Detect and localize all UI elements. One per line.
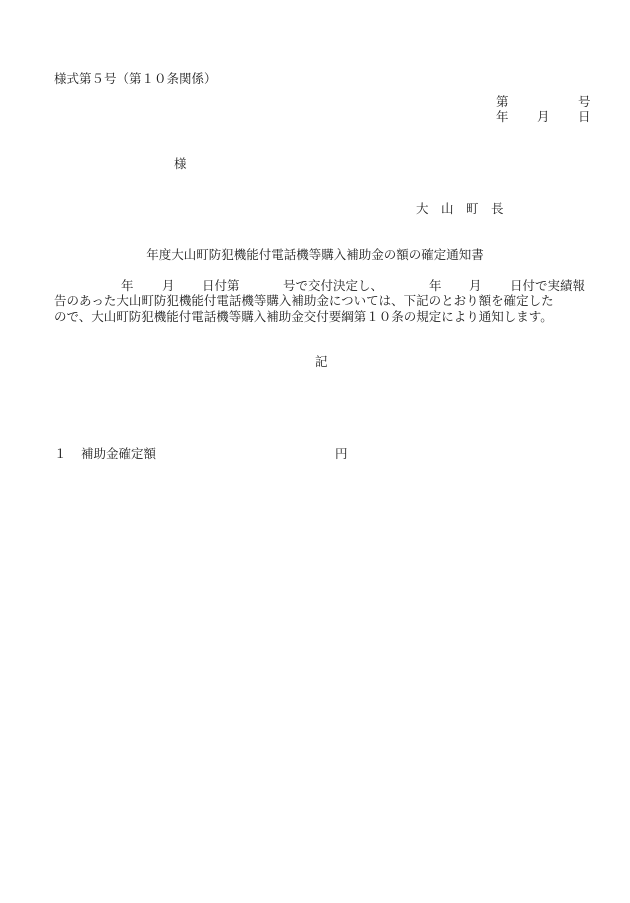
addressee-honorific: 様 xyxy=(174,156,187,171)
body-go: 号で交付決定し、 xyxy=(283,278,384,293)
issue-date-day: 日 xyxy=(578,109,591,124)
item-label: 補助金確定額 xyxy=(81,446,157,461)
body-month-1: 月 xyxy=(162,278,175,293)
item-unit: 円 xyxy=(335,446,348,461)
body-year-2: 年 xyxy=(429,278,442,293)
issue-number-suffix: 号 xyxy=(578,94,591,109)
body-month-2: 月 xyxy=(469,278,482,293)
body-line-2: 告のあった大山町防犯機能付電話機等購入補助金については、下記のとおり額を確定した xyxy=(54,293,554,308)
body-line-1 xyxy=(54,278,590,294)
document-title: 年度大山町防犯機能付電話機等購入補助金の額の確定通知書 xyxy=(146,247,484,262)
issuer-name: 大 山 町 長 xyxy=(416,201,504,216)
issue-date-year: 年 xyxy=(496,109,509,124)
body-tail: 日付で実績報 xyxy=(510,278,586,293)
item-number: １ xyxy=(54,446,67,461)
issue-date-month: 月 xyxy=(537,109,550,124)
issue-number-prefix: 第 xyxy=(496,94,509,109)
form-label: 様式第５号（第１０条関係） xyxy=(54,71,217,86)
ki-heading: 記 xyxy=(315,354,328,369)
body-line-3: ので、大山町防犯機能付電話機等購入補助金交付要綱第１０条の規定により通知します。 xyxy=(54,309,553,324)
body-day-1: 日付第 xyxy=(202,278,240,293)
body-year-1: 年 xyxy=(121,278,134,293)
list-item xyxy=(54,446,354,462)
